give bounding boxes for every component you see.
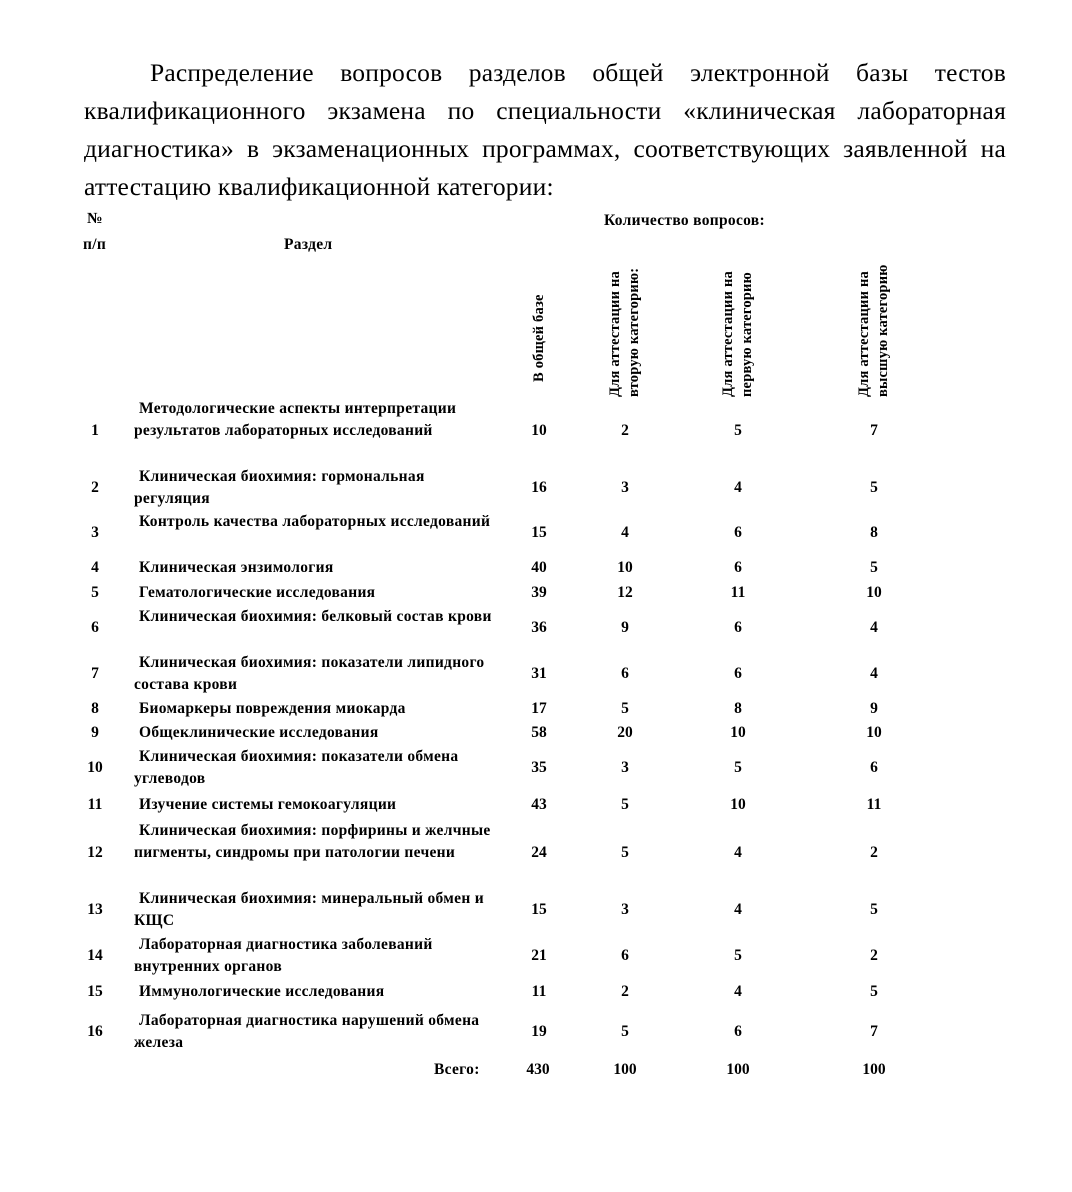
row-section-name: Общеклинические исследования	[139, 724, 379, 741]
header-col-total: В общей базе	[531, 294, 547, 382]
row-number: 7	[91, 665, 99, 682]
row-second-category-count: 6	[621, 947, 629, 964]
row-number: 5	[91, 584, 99, 601]
row-total-count: 15	[531, 524, 547, 541]
row-first-category-count: 6	[734, 524, 742, 541]
row-highest-category-count: 5	[870, 983, 878, 1000]
row-first-category-count: 6	[734, 619, 742, 636]
row-total-count: 43	[531, 796, 547, 813]
row-section-name: Гематологические исследования	[139, 584, 376, 601]
row-highest-category-count: 5	[870, 559, 878, 576]
header-col-first: Для аттестации на первую категорию	[720, 271, 755, 397]
row-total-count: 17	[531, 700, 547, 717]
row-number: 13	[87, 901, 103, 918]
row-section-name: Клиническая биохимия: минеральный обмен и КЩС	[134, 890, 484, 929]
row-total-count: 24	[531, 844, 547, 861]
row-total-count: 35	[531, 759, 547, 776]
row-highest-category-count: 11	[866, 796, 882, 813]
header-section: Раздел	[284, 236, 333, 253]
row-second-category-count: 2	[621, 983, 629, 1000]
row-section-name: Клиническая энзимология	[139, 559, 334, 576]
row-number: 9	[91, 724, 99, 741]
row-second-category-count: 20	[617, 724, 633, 741]
row-second-category-count: 10	[617, 559, 633, 576]
row-highest-category-count: 8	[870, 524, 878, 541]
row-section-name: Биомаркеры повреждения миокарда	[139, 700, 406, 717]
totals-second: 100	[613, 1061, 637, 1078]
row-section-name: Методологические аспекты интерпретации результатов лабораторных исследований	[134, 400, 457, 439]
row-section-name: Лабораторная диагностика заболеваний внутренних органов	[134, 936, 433, 975]
row-highest-category-count: 9	[870, 700, 878, 717]
row-total-count: 11	[531, 983, 547, 1000]
row-highest-category-count: 10	[866, 724, 882, 741]
row-total-count: 21	[531, 947, 547, 964]
row-first-category-count: 10	[730, 724, 746, 741]
row-highest-category-count: 2	[870, 947, 878, 964]
totals-highest: 100	[862, 1061, 886, 1078]
row-number: 8	[91, 700, 99, 717]
row-number: 6	[91, 619, 99, 636]
header-col-second: Для аттестации на вторую категорию:	[607, 267, 642, 397]
totals-label: Всего:	[434, 1061, 480, 1078]
row-highest-category-count: 7	[870, 1023, 878, 1040]
row-total-count: 36	[531, 619, 547, 636]
row-first-category-count: 10	[730, 796, 746, 813]
row-highest-category-count: 4	[870, 665, 878, 682]
row-number: 11	[87, 796, 103, 813]
row-total-count: 16	[531, 479, 547, 496]
row-section-name: Изучение системы гемокоагуляции	[139, 796, 397, 813]
row-highest-category-count: 5	[870, 479, 878, 496]
header-col-highest: Для аттестации на высшую категорию	[856, 264, 891, 397]
row-total-count: 19	[531, 1023, 547, 1040]
row-highest-category-count: 2	[870, 844, 878, 861]
row-first-category-count: 5	[734, 947, 742, 964]
row-second-category-count: 2	[621, 422, 629, 439]
row-highest-category-count: 4	[870, 619, 878, 636]
row-section-name: Контроль качества лабораторных исследований	[139, 513, 491, 530]
row-number: 14	[87, 947, 103, 964]
row-first-category-count: 5	[734, 759, 742, 776]
row-total-count: 15	[531, 901, 547, 918]
row-number: 10	[87, 759, 103, 776]
row-second-category-count: 4	[621, 524, 629, 541]
row-total-count: 31	[531, 665, 547, 682]
row-first-category-count: 4	[734, 983, 742, 1000]
row-highest-category-count: 6	[870, 759, 878, 776]
row-first-category-count: 8	[734, 700, 742, 717]
row-number: 16	[87, 1023, 103, 1040]
row-total-count: 10	[531, 422, 547, 439]
row-first-category-count: 6	[734, 1023, 742, 1040]
totals-total: 430	[526, 1061, 550, 1078]
totals-first: 100	[726, 1061, 750, 1078]
row-second-category-count: 3	[621, 479, 629, 496]
row-total-count: 39	[531, 584, 547, 601]
header-num-symbol: №	[87, 210, 103, 227]
row-first-category-count: 4	[734, 844, 742, 861]
row-number: 3	[91, 524, 99, 541]
row-number: 1	[91, 422, 99, 439]
row-number: 2	[91, 479, 99, 496]
header-count-group: Количество вопросов:	[604, 212, 765, 229]
row-number: 12	[87, 844, 103, 861]
row-second-category-count: 12	[617, 584, 633, 601]
row-first-category-count: 6	[734, 559, 742, 576]
row-section-name: Иммунологические исследования	[139, 983, 385, 1000]
row-highest-category-count: 7	[870, 422, 878, 439]
row-second-category-count: 3	[621, 901, 629, 918]
row-section-name: Клиническая биохимия: показатели липидного состава крови	[134, 654, 485, 693]
row-second-category-count: 3	[621, 759, 629, 776]
row-highest-category-count: 5	[870, 901, 878, 918]
row-highest-category-count: 10	[866, 584, 882, 601]
row-second-category-count: 5	[621, 844, 629, 861]
row-total-count: 58	[531, 724, 547, 741]
row-total-count: 40	[531, 559, 547, 576]
row-second-category-count: 5	[621, 1023, 629, 1040]
header-num-abbrev: п/п	[83, 236, 107, 253]
row-first-category-count: 6	[734, 665, 742, 682]
row-second-category-count: 5	[621, 700, 629, 717]
row-section-name: Клиническая биохимия: белковый состав крови	[139, 608, 492, 625]
row-first-category-count: 4	[734, 901, 742, 918]
row-first-category-count: 11	[730, 584, 746, 601]
row-number: 4	[91, 559, 99, 576]
row-section-name: Клиническая биохимия: порфирины и желчные пигменты, синдромы при патологии печени	[134, 822, 491, 861]
row-section-name: Клиническая биохимия: показатели обмена углеводов	[134, 748, 459, 787]
row-section-name: Клиническая биохимия: гормональная регуляция	[134, 468, 425, 507]
row-second-category-count: 6	[621, 665, 629, 682]
row-section-name: Лабораторная диагностика нарушений обмена железа	[134, 1012, 480, 1051]
row-first-category-count: 4	[734, 479, 742, 496]
row-second-category-count: 9	[621, 619, 629, 636]
row-first-category-count: 5	[734, 422, 742, 439]
row-second-category-count: 5	[621, 796, 629, 813]
intro-paragraph: Распределение вопросов разделов общей электронной базы тестов квалификационного экзамена по специальности «клиническая лабораторная диагностика» в экзаменационных программах, соответствующих заявленной на аттестацию квалификационной категории:	[84, 57, 1006, 201]
row-number: 15	[87, 983, 103, 1000]
